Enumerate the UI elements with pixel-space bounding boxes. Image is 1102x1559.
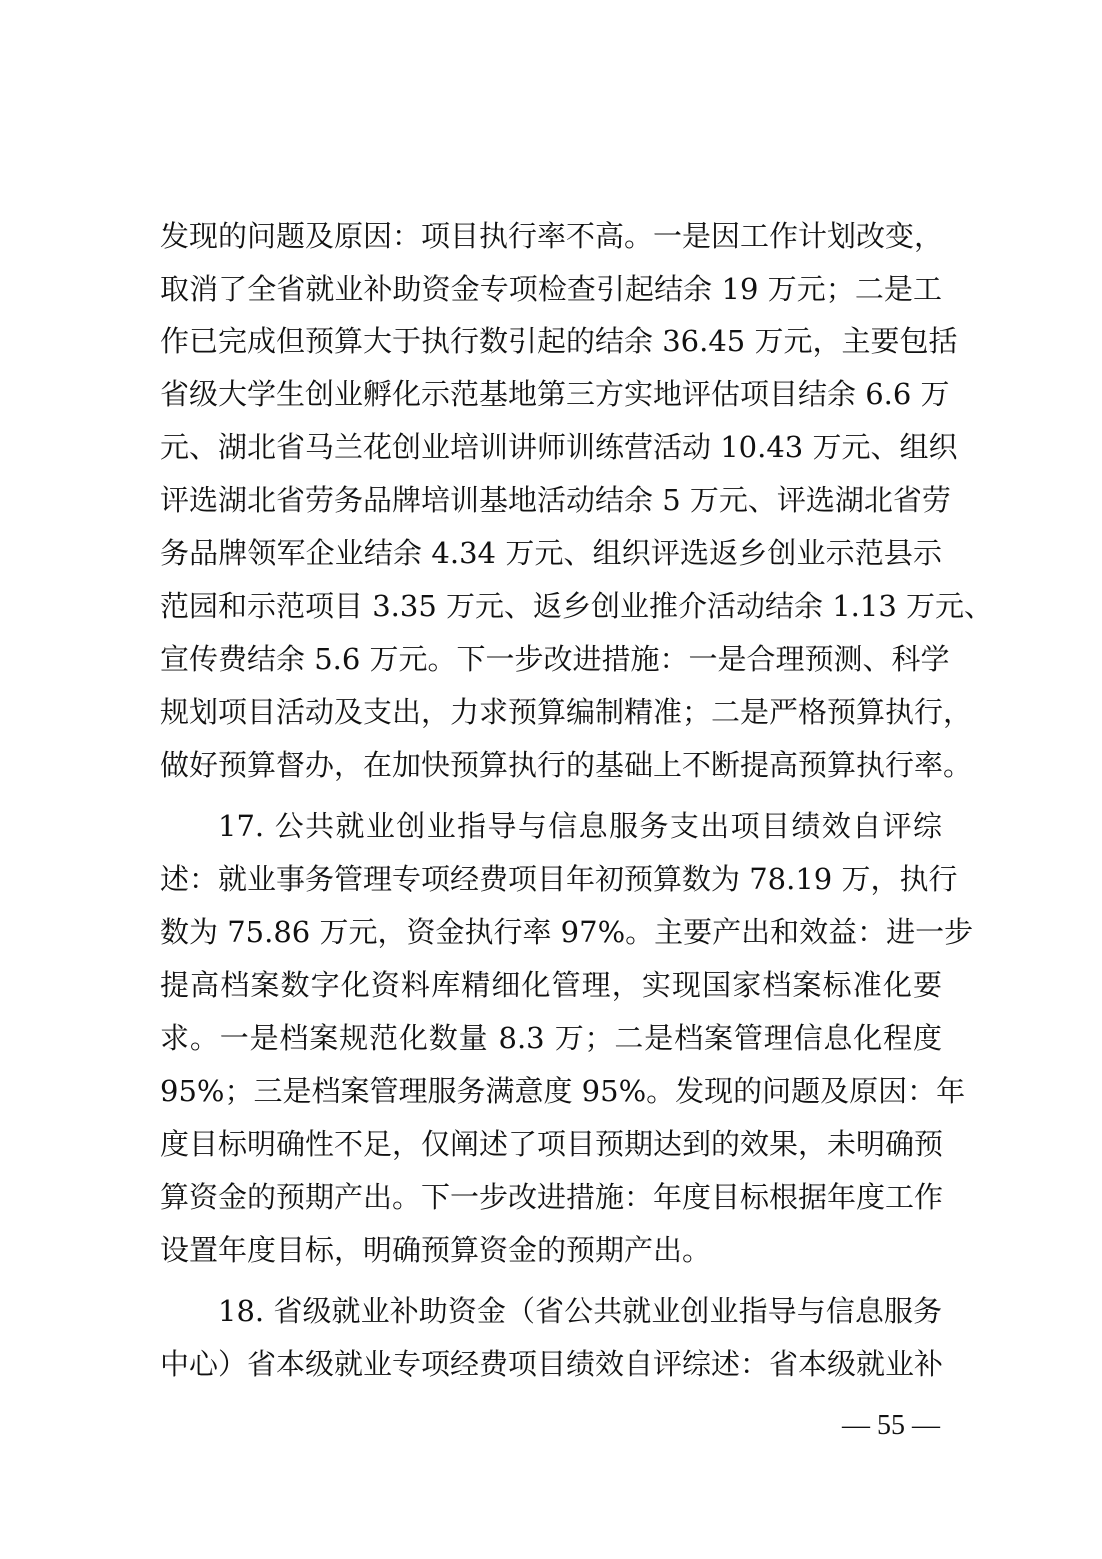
text-line: 宣传费结余 5.6 万元。下一步改进措施：一是合理预测、科学 [160,642,950,676]
text-line: 算资金的预期产出。下一步改进措施：年度目标根据年度工作 [160,1180,944,1214]
text-line: 取消了全省就业补助资金专项检查引起结余 19 万元；二是工 [160,272,942,306]
text-line: 规划项目活动及支出，力求预算编制精准；二是严格预算执行， [160,695,973,729]
text-line: 做好预算督办，在加快预算执行的基础上不断提高预算执行率。 [160,748,973,782]
text-line: 省级大学生创业孵化示范基地第三方实地评估项目结余 6.6 万 [160,377,950,411]
text-line: 95%；三是档案管理服务满意度 95%。发现的问题及原因：年 [160,1074,966,1108]
paragraph-heading-18: 18. 省级就业补助资金（省公共就业创业指导与信息服务 [218,1294,942,1328]
text-line: 求。一是档案规范化数量 8.3 万；二是档案管理信息化程度 [160,1021,942,1055]
text-line: 发现的问题及原因：项目执行率不高。一是因工作计划改变， [160,219,944,253]
paragraph-heading-17: 17. 公共就业创业指导与信息服务支出项目绩效自评综 [218,809,942,843]
text-line: 提高档案数字化资料库精细化管理，实现国家档案标准化要 [160,968,942,1002]
text-line: 述：就业事务管理专项经费项目年初预算数为 78.19 万，执行 [160,862,958,896]
text-line: 务品牌领军企业结余 4.34 万元、组织评选返乡创业示范县示 [160,536,942,570]
text-line: 评选湖北省劳务品牌培训基地活动结余 5 万元、评选湖北省劳 [160,483,951,517]
text-line: 设置年度目标，明确预算资金的预期产出。 [160,1233,712,1267]
text-line: 数为 75.86 万元，资金执行率 97%。主要产出和效益：进一步 [160,915,974,949]
text-line: 度目标明确性不足，仅阐述了项目预期达到的效果，未明确预 [160,1127,944,1161]
text-line: 中心）省本级就业专项经费项目绩效自评综述：省本级就业补 [160,1347,944,1381]
page-number: — 55 — [842,1410,940,1441]
text-line: 范园和示范项目 3.35 万元、返乡创业推介活动结余 1.13 万元、 [160,589,994,623]
text-line: 元、湖北省马兰花创业培训讲师训练营活动 10.43 万元、组织 [160,430,958,464]
text-line: 作已完成但预算大于执行数引起的结余 36.45 万元，主要包括 [160,324,958,358]
